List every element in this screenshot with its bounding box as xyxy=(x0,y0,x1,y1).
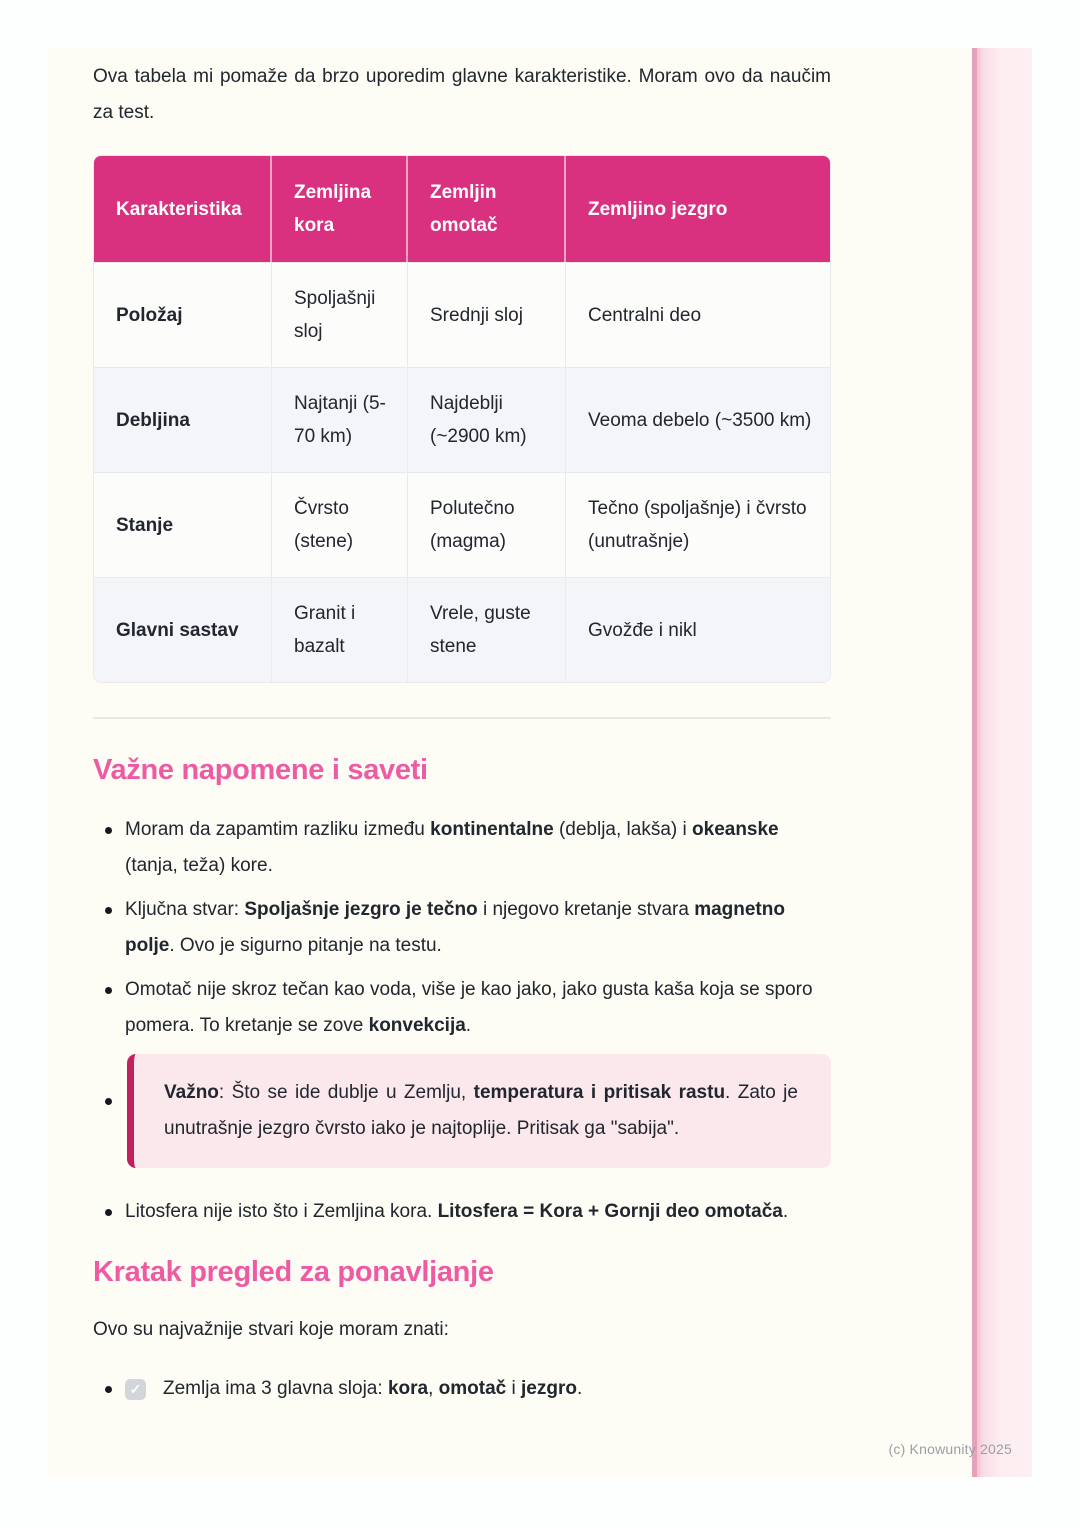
checked-checkbox-icon xyxy=(125,1379,146,1400)
table-cell: Vrele, guste stene xyxy=(408,577,566,682)
bullet-icon xyxy=(105,827,112,834)
table-row-label: Debljina xyxy=(94,367,272,472)
callout-text: Važno: Što se ide dublje u Zemlju, temperatura i pritisak rastu. Zato je unutrašnje jezgro čvrsto iako je najtoplije. Pritisak ga "sabija". xyxy=(164,1082,798,1139)
notes-bullet-list xyxy=(93,1194,831,1230)
important-callout xyxy=(127,1054,831,1168)
list-item xyxy=(93,892,831,964)
section-divider xyxy=(93,717,831,719)
table-cell: Centralni deo xyxy=(566,262,830,367)
table-row xyxy=(94,577,830,682)
list-item-text: Omotač nije skroz tečan kao voda, više je kao jako, jako gusta kaša koja se sporo pomera. To kretanje se zove konvekcija. xyxy=(125,979,813,1036)
list-item-text: Ključna stvar: Spoljašnje jezgro je tečno i njegovo kretanje stvara magnetno polje. Ovo je sigurno pitanje na testu. xyxy=(125,899,785,956)
notes-bullet-list xyxy=(93,812,831,1044)
table-cell: Polutečno (magma) xyxy=(408,472,566,577)
list-item xyxy=(93,812,831,884)
list-item xyxy=(93,972,831,1044)
checklist-item-text: Zemlja ima 3 glavna sloja: kora, omotač i jezgro. xyxy=(163,1378,583,1399)
table-row-label: Glavni sastav xyxy=(94,577,272,682)
table-header-row xyxy=(94,156,830,262)
review-lead-paragraph: Ovo su najvažnije stvari koje moram znati: xyxy=(93,1319,449,1340)
table-row xyxy=(94,262,830,367)
table-cell: Čvrsto (stene) xyxy=(272,472,408,577)
table-header-cell: Zemljina kora xyxy=(272,156,408,262)
bullet-icon xyxy=(105,1209,112,1216)
bullet-icon xyxy=(105,1098,112,1105)
table-cell: Srednji sloj xyxy=(408,262,566,367)
table-cell: Spoljašnji sloj xyxy=(272,262,408,367)
page-accent-strip xyxy=(972,48,1032,1477)
table-row xyxy=(94,367,830,472)
table-row-label: Stanje xyxy=(94,472,272,577)
note-content xyxy=(93,48,831,1407)
note-sheet xyxy=(48,48,1032,1477)
table-cell: Najtanji (5-70 km) xyxy=(272,367,408,472)
table-cell: Tečno (spoljašnje) i čvrsto (unutrašnje) xyxy=(566,472,830,577)
bullet-icon xyxy=(105,907,112,914)
section-title-notes: Važne napomene i saveti xyxy=(93,754,428,786)
table-header-cell: Karakteristika xyxy=(94,156,272,262)
intro-paragraph: Ova tabela mi pomaže da brzo uporedim glavne karakteristike. Moram ovo da naučim za test. xyxy=(93,66,831,123)
checkmark-glyph: ✓ xyxy=(129,1381,142,1397)
table-cell: Gvožđe i nikl xyxy=(566,577,830,682)
table-header-cell: Zemljino jezgro xyxy=(566,156,830,262)
list-item xyxy=(93,1194,831,1230)
table-cell: Granit i bazalt xyxy=(272,577,408,682)
section-title-review: Kratak pregled za ponavljanje xyxy=(93,1256,494,1288)
copyright-watermark: (c) Knowunity 2025 xyxy=(888,1441,1012,1457)
bullet-icon xyxy=(105,1386,112,1393)
table-row-label: Položaj xyxy=(94,262,272,367)
list-item-text: Moram da zapamtim razliku između kontinentalne (deblja, lakša) i okeanske (tanja, teža) kore. xyxy=(125,819,779,876)
bullet-icon xyxy=(105,987,112,994)
callout-list-item xyxy=(93,1054,831,1168)
table-header-cell: Zemljin omotač xyxy=(408,156,566,262)
table-cell: Najdeblji (~2900 km) xyxy=(408,367,566,472)
table-cell: Veoma debelo (~3500 km) xyxy=(566,367,830,472)
list-item-text: Litosfera nije isto što i Zemljina kora. Litosfera = Kora + Gornji deo omotača. xyxy=(125,1201,789,1222)
comparison-table xyxy=(93,155,831,683)
checklist-item xyxy=(93,1371,831,1407)
table-row xyxy=(94,472,830,577)
